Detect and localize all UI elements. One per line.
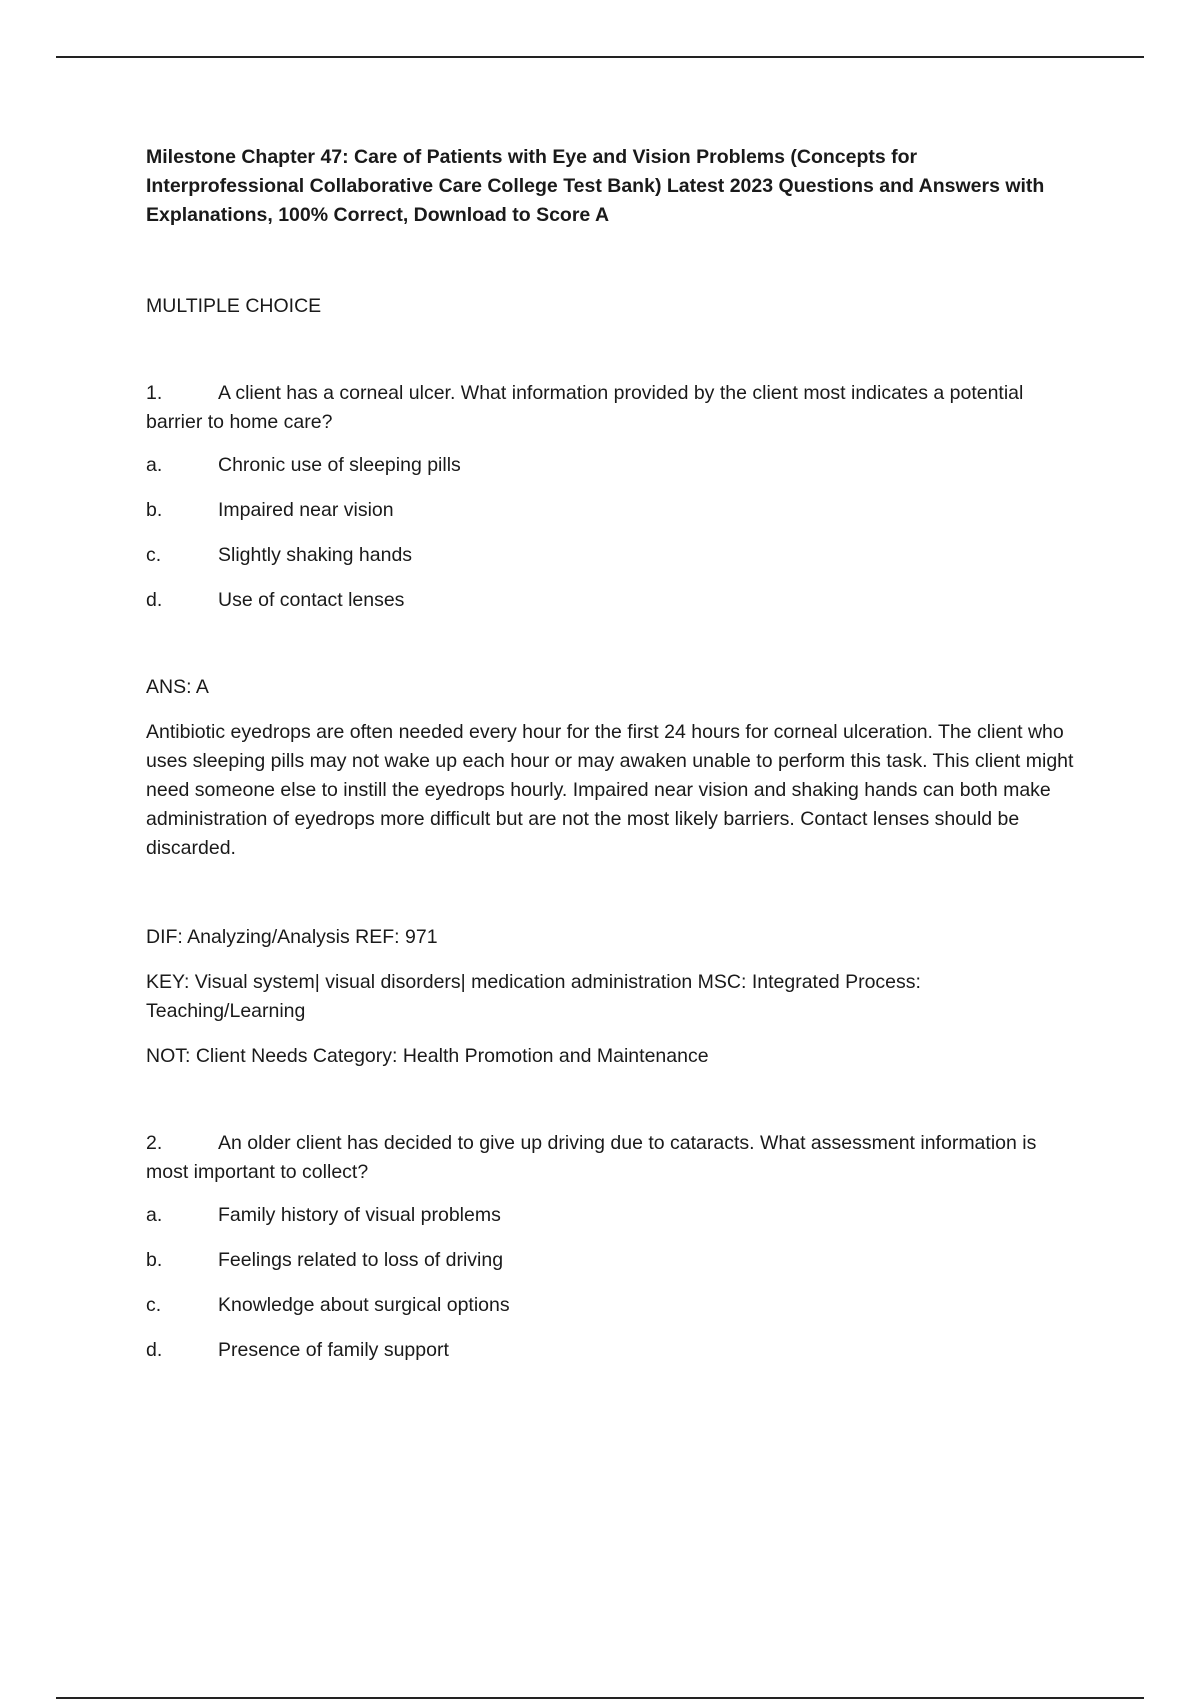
option-b: [146, 496, 1076, 526]
options-list: [146, 451, 1076, 616]
option-letter: a.: [146, 454, 163, 476]
option-text: Use of contact lenses: [218, 589, 405, 611]
option-c: [146, 541, 1076, 571]
option-letter: a.: [146, 1204, 163, 1226]
question-text: An older client has decided to give up driving due to cataracts. What assessment information is most important to collect?: [146, 1132, 1037, 1183]
document-title: Milestone Chapter 47: Care of Patients with Eye and Vision Problems (Concepts for Interprofessional Collaborative Care College Test Bank) Latest 2023 Questions and Answers with Explanations, 100% Correct, Download to Score A: [146, 146, 1045, 226]
question-1: [146, 379, 1076, 1071]
answer-line: ANS: A: [146, 676, 209, 698]
option-a: [146, 451, 1076, 481]
option-letter: d.: [146, 589, 163, 611]
option-text: Knowledge about surgical options: [218, 1294, 510, 1316]
key-topics: KEY: Visual system| visual disorders| medication administration MSC: Integrated Process: Teaching/Learning: [146, 971, 921, 1022]
top-rule: [56, 56, 1144, 58]
question-text: A client has a corneal ulcer. What information provided by the client most indicates a potential barrier to home care?: [146, 382, 1024, 433]
option-letter: d.: [146, 1339, 163, 1361]
option-d: [146, 1336, 1076, 1366]
question-number: 1.: [146, 382, 163, 404]
section-heading: MULTIPLE CHOICE: [146, 295, 322, 317]
option-text: Impaired near vision: [218, 499, 394, 521]
option-text: Family history of visual problems: [218, 1204, 501, 1226]
bottom-rule: [56, 1697, 1144, 1699]
client-needs: NOT: Client Needs Category: Health Promotion and Maintenance: [146, 1045, 709, 1067]
option-a: [146, 1201, 1076, 1231]
option-letter: c.: [146, 1294, 162, 1316]
difficulty-reference: DIF: Analyzing/Analysis REF: 971: [146, 926, 438, 948]
question-2: [146, 1129, 1076, 1366]
question-stem: [146, 1129, 1076, 1187]
option-text: Slightly shaking hands: [218, 544, 413, 566]
option-letter: b.: [146, 1249, 163, 1271]
options-list: [146, 1201, 1076, 1366]
option-letter: c.: [146, 544, 162, 566]
option-b: [146, 1246, 1076, 1276]
option-text: Presence of family support: [218, 1339, 449, 1361]
option-c: [146, 1291, 1076, 1321]
document-page: [146, 143, 1076, 1381]
answer-explanation: Antibiotic eyedrops are often needed every hour for the first 24 hours for corneal ulceration. The client who uses sleeping pills may not wake up each hour or may awaken unable to perform this task. This client might need someone else to instill the eyedrops hourly. Impaired near vision and shaking hands can both make administration of eyedrops more difficult but are not the most likely barriers. Contact lenses should be discarded.: [146, 721, 1074, 859]
option-text: Chronic use of sleeping pills: [218, 454, 461, 476]
option-letter: b.: [146, 499, 163, 521]
option-d: [146, 586, 1076, 616]
question-number: 2.: [146, 1132, 163, 1154]
option-text: Feelings related to loss of driving: [218, 1249, 504, 1271]
question-stem: [146, 379, 1076, 437]
